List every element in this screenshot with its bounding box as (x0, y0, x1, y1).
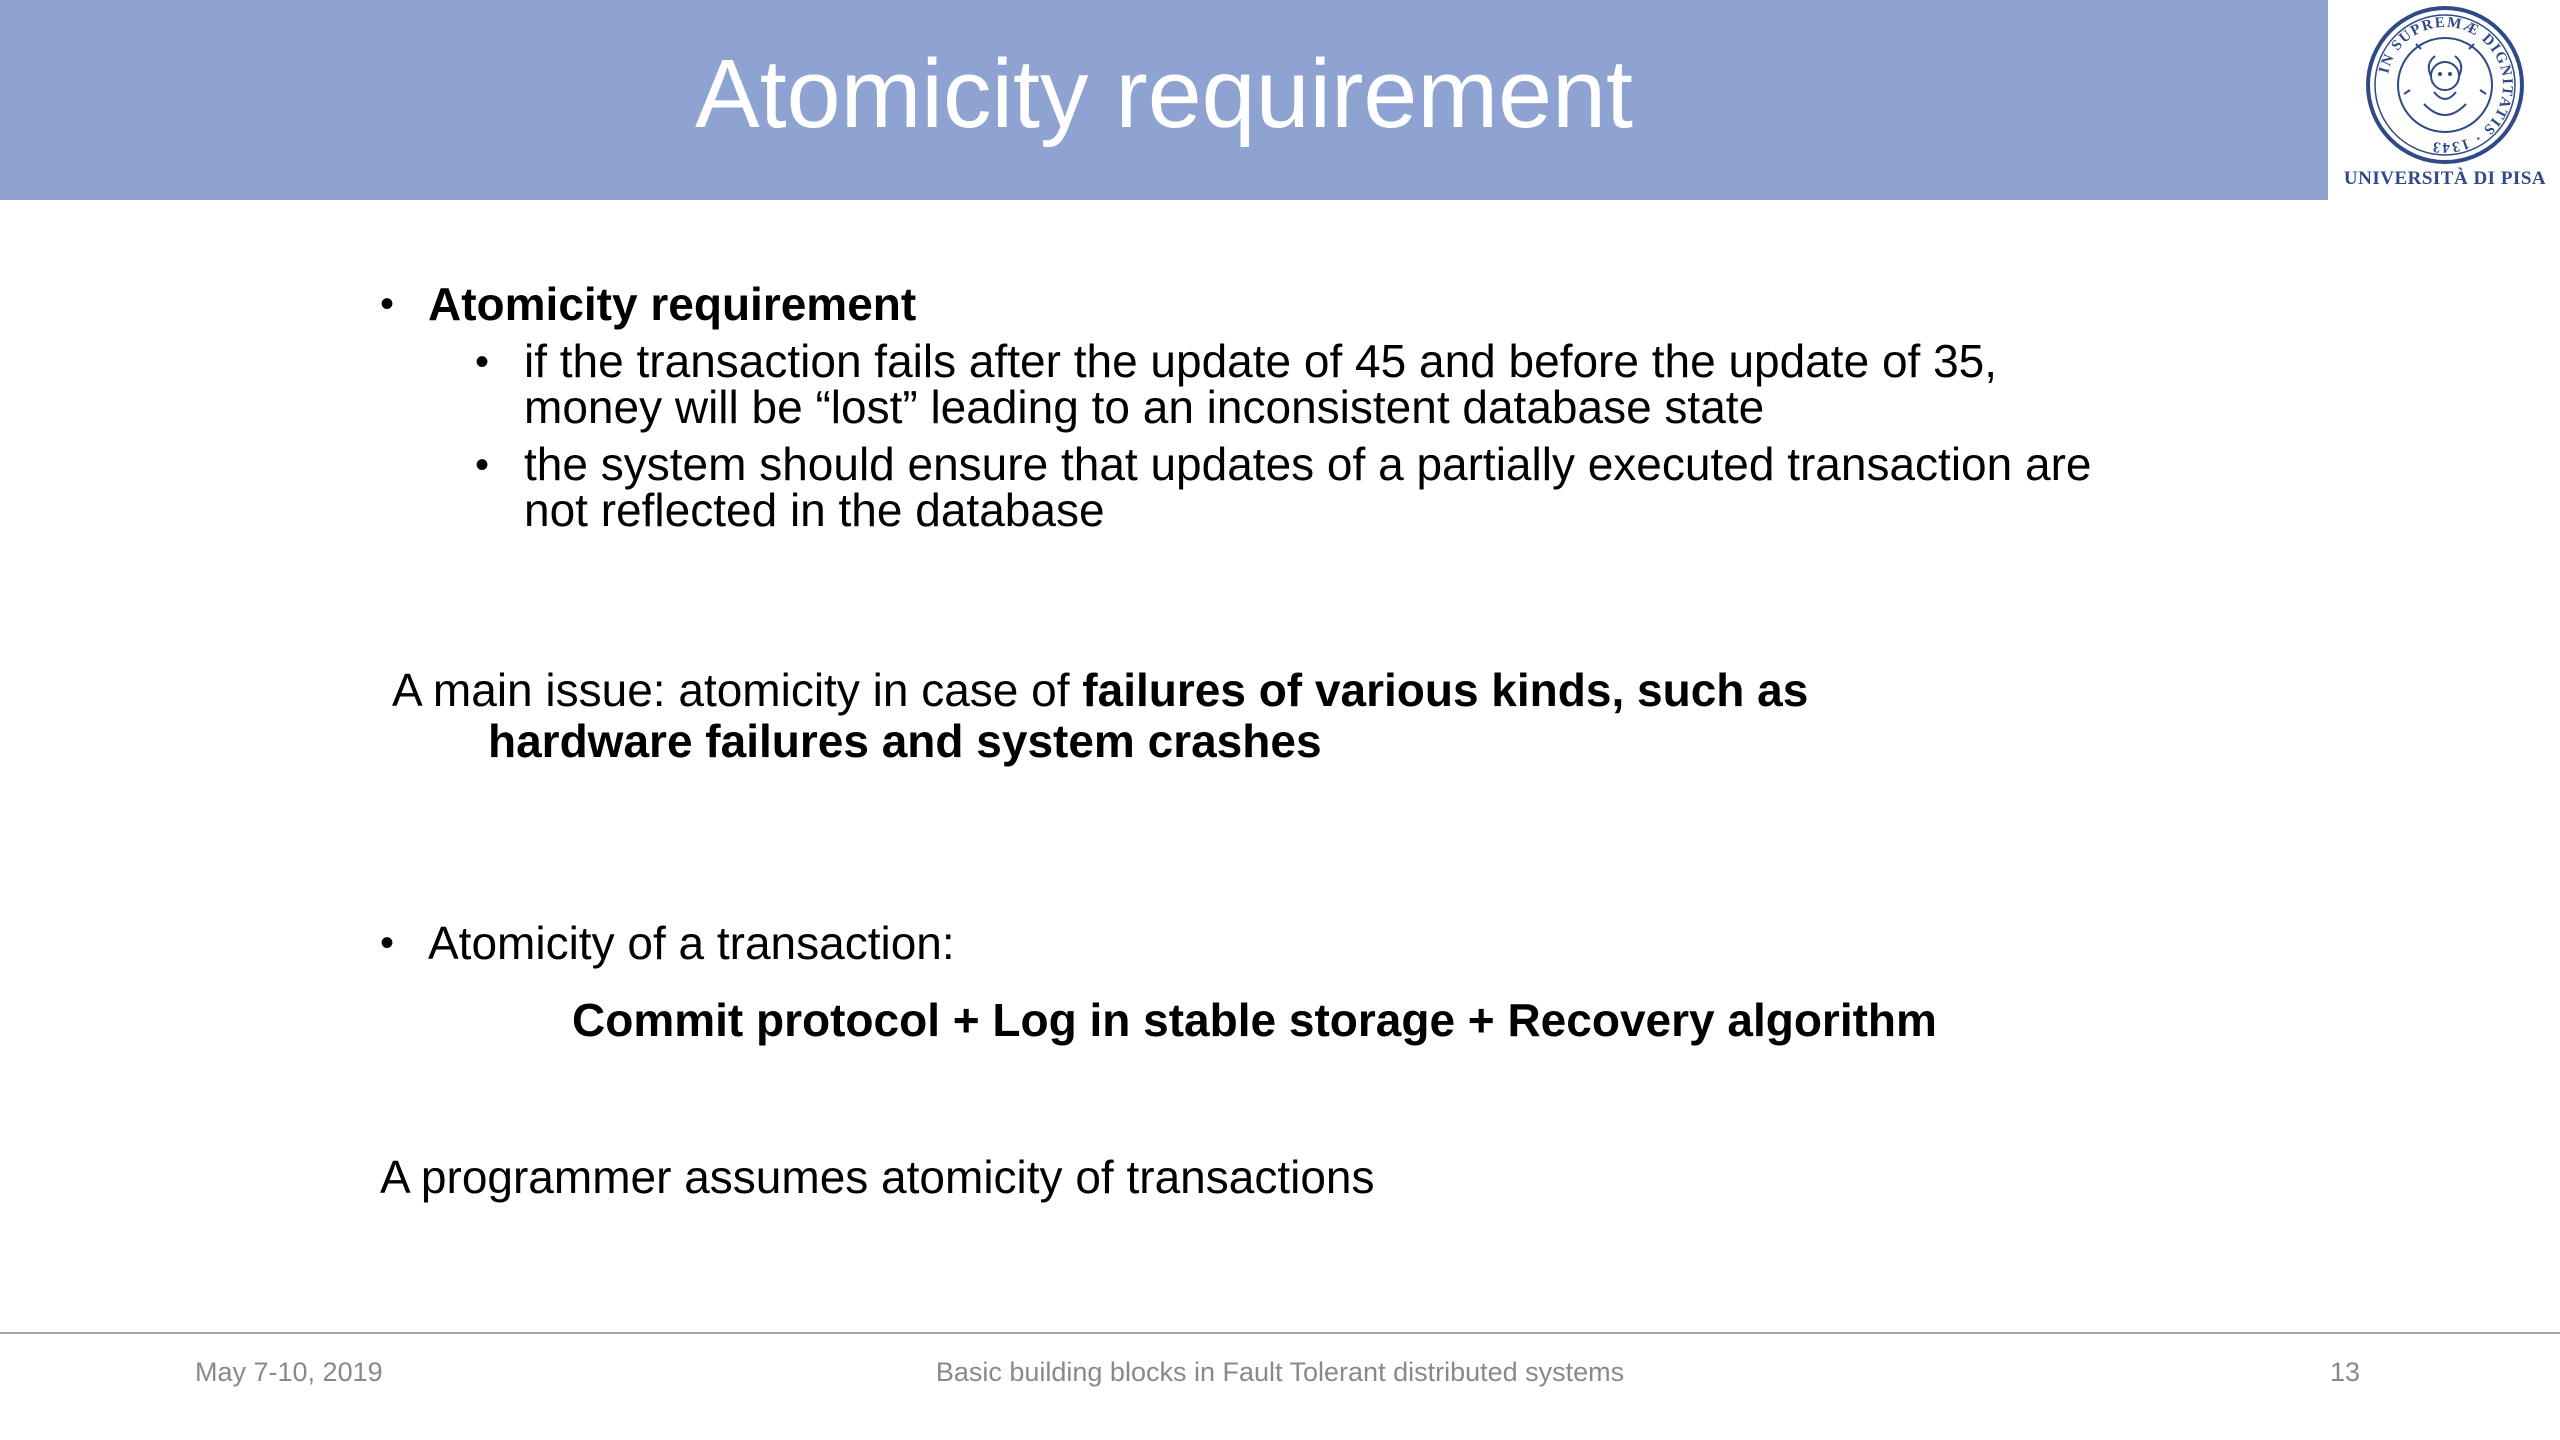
atomicity-formula: Commit protocol + Log in stable storage + Recovery algorithm (572, 994, 1937, 1046)
main-issue-line-1 (392, 665, 1808, 715)
sub-bullet-2-line-2: not reflected in the database (524, 484, 1105, 536)
sub-bullet-marker: • (475, 443, 490, 487)
seal-lettering: IN SUPREMÆ DIGNITATIS · 1343 (2376, 14, 2516, 156)
sub-bullet-marker: • (475, 340, 490, 384)
main-issue-line-2: hardware failures and system crashes (488, 715, 1322, 767)
main-issue-prefix: A main issue: atomicity in case of (392, 664, 1083, 716)
footer-divider (0, 1332, 2560, 1334)
bullet-atomicity-heading: Atomicity requirement (428, 278, 917, 330)
footer-date: May 7-10, 2019 (195, 1357, 383, 1387)
footer-title: Basic building blocks in Fault Tolerant distributed systems (935, 1357, 1625, 1387)
bullet-transaction-heading: Atomicity of a transaction: (428, 917, 955, 969)
sub-bullet-2-line-1: the system should ensure that updates of a partially executed transaction are (524, 438, 2092, 490)
slide-title: Atomicity requirement (695, 39, 1633, 148)
university-name: UNIVERSITÀ DI PISA (2343, 168, 2547, 189)
sub-bullet-1-line-1: if the transaction fails after the update of 45 and before the update of 35, (524, 335, 1998, 387)
main-issue-emphasis: failures of various kinds, such as (1082, 664, 1809, 716)
sub-bullet-1-line-2: money will be “lost” leading to an inconsistent database state (524, 381, 1765, 433)
bullet-marker: • (380, 921, 395, 965)
slide-number: 13 (2330, 1357, 2361, 1387)
closing-statement: A programmer assumes atomicity of transactions (380, 1151, 1375, 1203)
bullet-marker: • (380, 282, 395, 326)
